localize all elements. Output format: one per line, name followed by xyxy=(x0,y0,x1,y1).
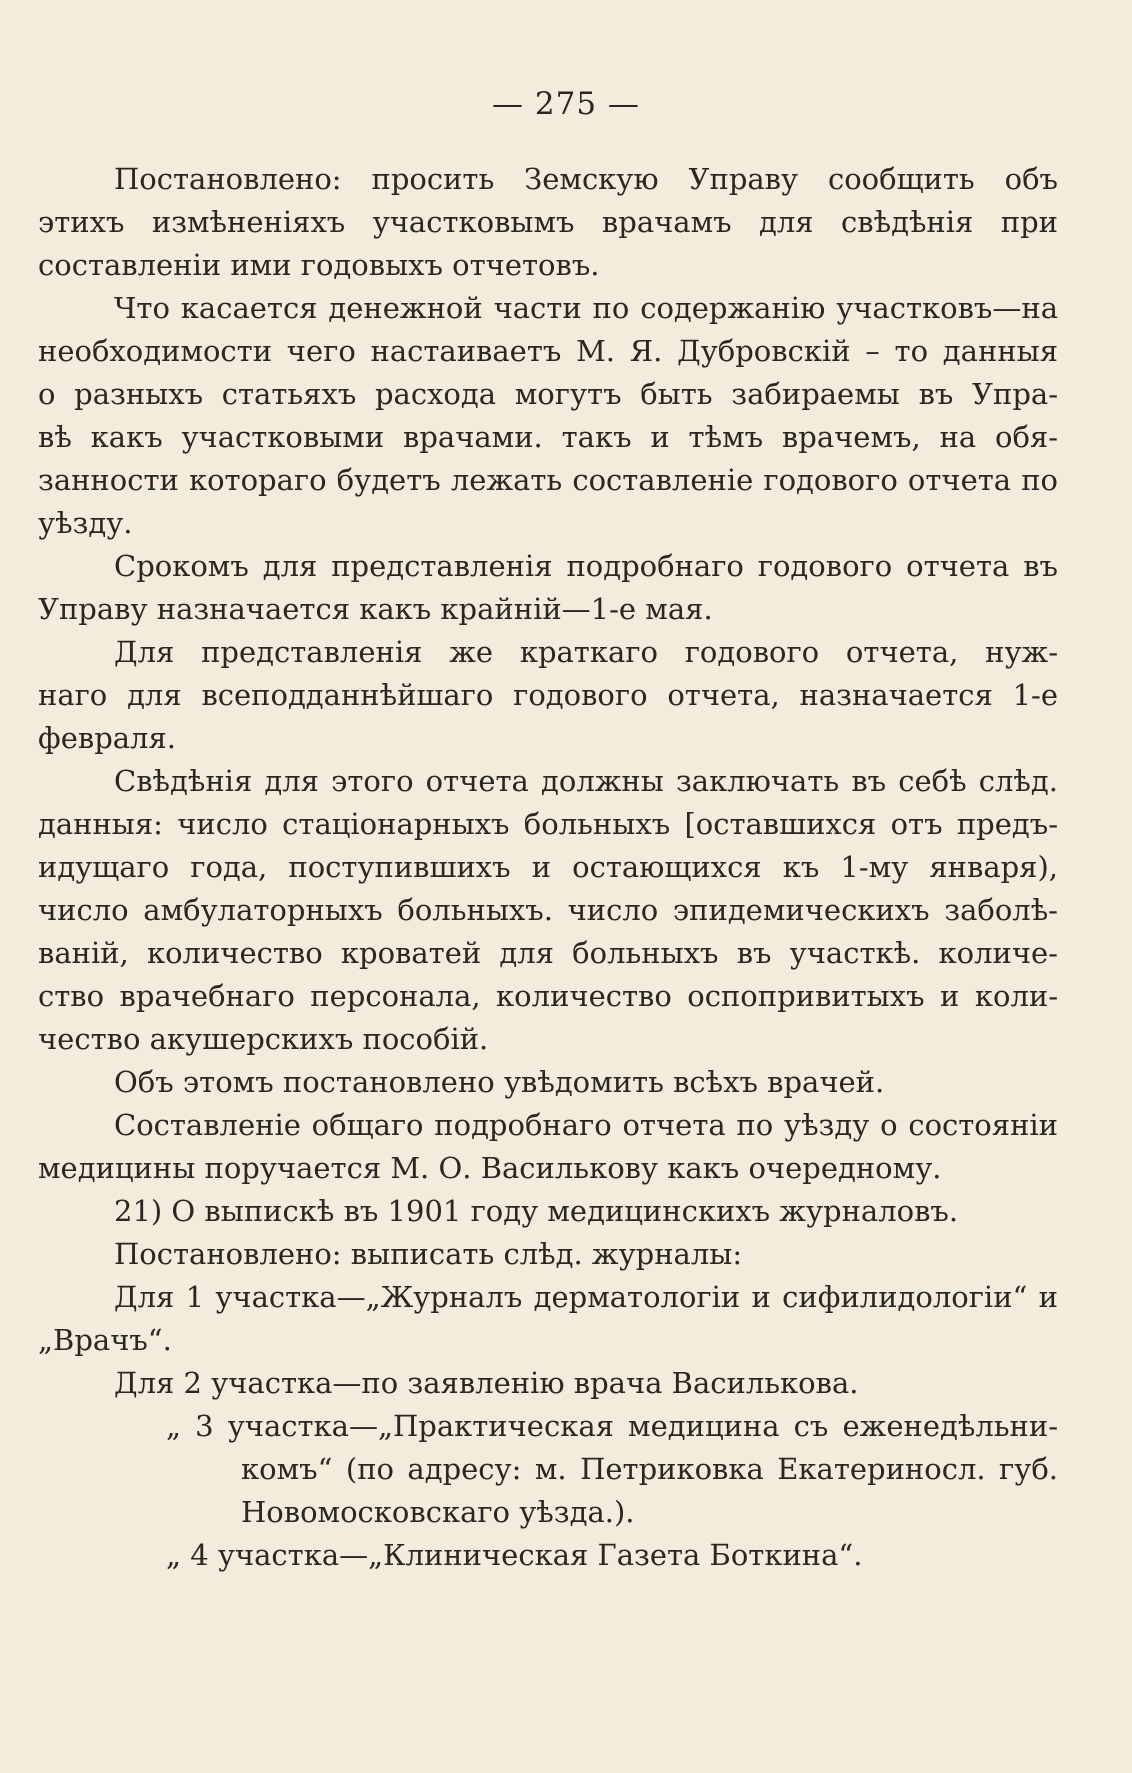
section-heading-journals xyxy=(38,1190,1058,1233)
text-line: данныя: число стаціонарныхъ больныхъ [оставшихся отъ предъ- xyxy=(38,807,1058,841)
text-line: „ 3 участка—„Практическая медицина съ еженедѣльни- xyxy=(166,1409,1058,1443)
text-line: Объ этомъ постановлено увѣдомить всѣхъ врачей. xyxy=(114,1065,885,1099)
text-line: Новомосковскаго уѣзда.). xyxy=(241,1495,635,1529)
text-line: медицины поручается М. О. Василькову какъ очередному. xyxy=(38,1151,942,1185)
text-line: Управу назначается какъ крайній—1-е мая. xyxy=(38,592,713,626)
text-line: наго для всеподданнѣйшаго годового отчета, назначается 1-е xyxy=(38,678,1058,712)
text-line: „Врачъ“. xyxy=(38,1323,172,1357)
text-line: ство врачебнаго персонала, количество оспопривитыхъ и коли- xyxy=(38,979,1058,1013)
text-line: занности котораго будетъ лежать составленіе годового отчета по xyxy=(38,463,1058,497)
text-line: Постановлено: просить Земскую Управу сообщить объ xyxy=(114,162,1058,196)
text-line: этихъ измѣненіяхъ участковымъ врачамъ для свѣдѣнія при xyxy=(38,205,1058,239)
journal-list xyxy=(38,1276,1058,1577)
text-line: Для представленія же краткаго годового отчета, нуж- xyxy=(114,635,1058,669)
text-line: Для 1 участка—„Журналъ дерматологіи и сифилидологіи“ и xyxy=(114,1280,1058,1314)
journal-list-item xyxy=(38,1276,1058,1362)
paragraph-general-report-assignment xyxy=(38,1104,1058,1190)
text-line: 21) О выпискѣ въ 1901 году медицинскихъ журналовъ. xyxy=(114,1194,959,1228)
text-line: Срокомъ для представленія подробнаго годового отчета въ xyxy=(114,549,1058,583)
text-line: Постановлено: выписать слѣд. журналы: xyxy=(114,1237,743,1271)
page-body xyxy=(38,158,1058,1577)
text-line: чество акушерскихъ пособій. xyxy=(38,1022,489,1056)
page-number: — 275 — xyxy=(492,86,640,122)
paragraph-resolution-report-changes xyxy=(38,158,1058,287)
journal-list-item xyxy=(38,1405,1058,1534)
text-line: Свѣдѣнія для этого отчета должны заключать въ себѣ слѣд. xyxy=(114,764,1058,798)
paragraph-journals-resolution xyxy=(38,1233,1058,1276)
paragraph-report-contents xyxy=(38,760,1058,1061)
text-line: необходимости чего настаиваетъ М. Я. Дубровскій – то данныя xyxy=(38,334,1058,368)
text-line: ваній, количество кроватей для больныхъ въ участкѣ. количе- xyxy=(38,936,1058,970)
text-line: февраля. xyxy=(38,721,176,755)
text-line: Для 2 участка—по заявленію врача Василькова. xyxy=(114,1366,859,1400)
paragraph-financial-part xyxy=(38,287,1058,545)
journal-list-item xyxy=(38,1362,1058,1405)
journal-list-item xyxy=(38,1534,1058,1577)
text-line: число амбулаторныхъ больныхъ. число эпидемическихъ заболѣ- xyxy=(38,893,1058,927)
text-line: Что касается денежной части по содержанію участковъ—на xyxy=(114,291,1058,325)
text-line: „ 4 участка—„Клиническая Газета Боткина“. xyxy=(166,1538,863,1572)
paragraph-notify-doctors xyxy=(38,1061,1058,1104)
text-line: о разныхъ статьяхъ расхода могутъ быть забираемы въ Упра- xyxy=(38,377,1058,411)
text-line: идущаго года, поступившихъ и остающихся къ 1-му января), xyxy=(38,850,1058,884)
text-line: Составленіе общаго подробнаго отчета по уѣзду о состояніи xyxy=(114,1108,1058,1142)
paragraph-brief-report-deadline xyxy=(38,631,1058,760)
text-line: комъ“ (по адресу: м. Петриковка Екатериносл. губ. xyxy=(241,1452,1058,1486)
paragraph-detailed-report-deadline xyxy=(38,545,1058,631)
text-line: уѣзду. xyxy=(38,506,133,540)
text-line: составленіи ими годовыхъ отчетовъ. xyxy=(38,248,600,282)
text-line: вѣ какъ участковыми врачами. такъ и тѣмъ врачемъ, на обя- xyxy=(38,420,1058,454)
